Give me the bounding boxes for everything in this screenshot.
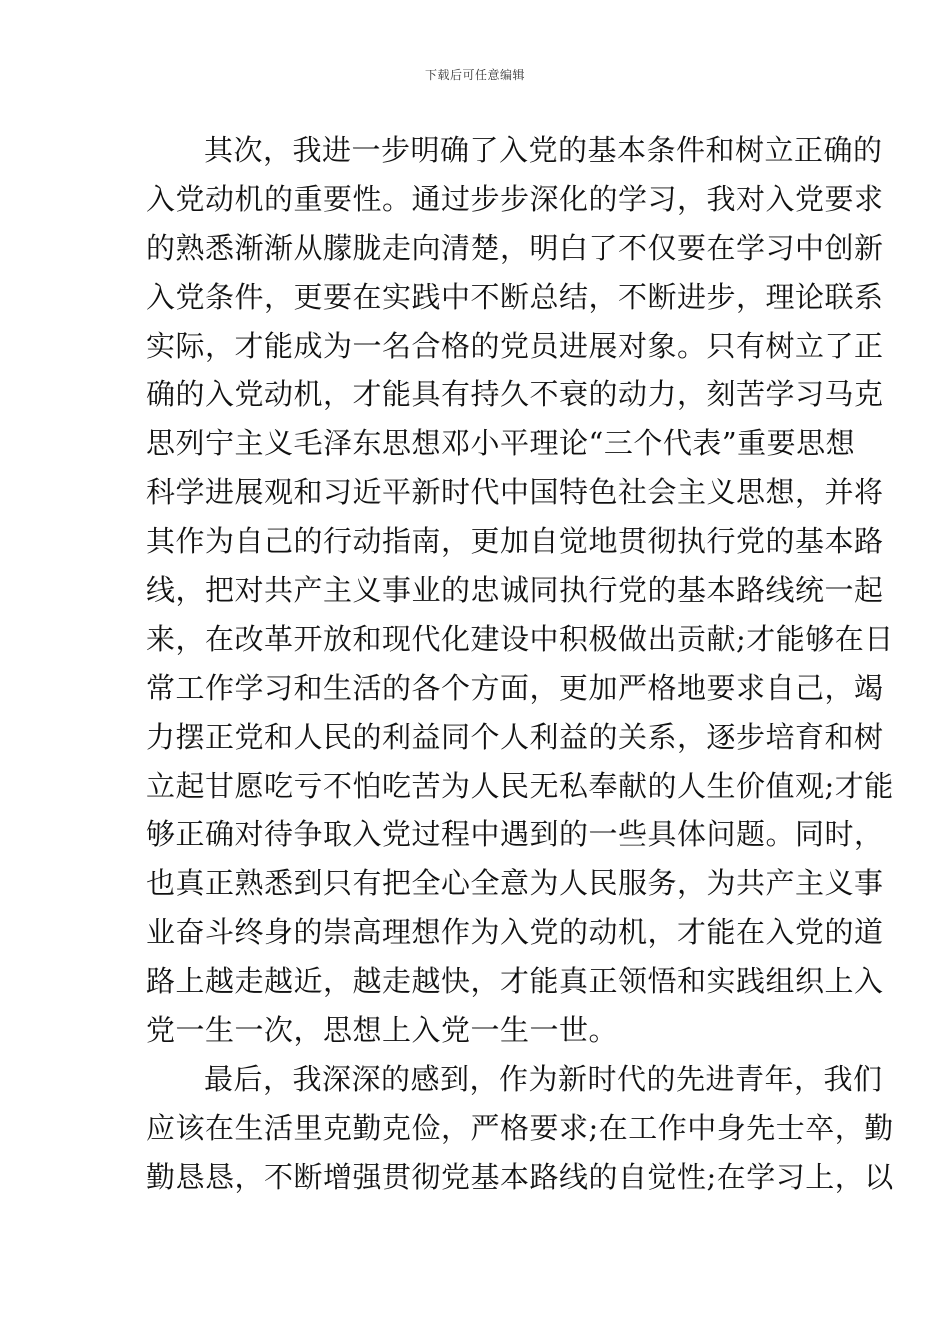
text-line: 入党动机的重要性。通过步步深化的学习，我对入党要求 [146,181,884,216]
text-line: 确的入党动机，才能具有持久不衰的动力，刻苦学习马克 [146,377,884,412]
text-line: 立起甘愿吃亏不怕吃苦为人民无私奉献的人生价值观;才能 [146,768,894,803]
page-header: 下载后可任意编辑 [424,68,525,82]
text-line: 的熟悉渐渐从朦胧走向清楚，明白了不仅要在学习中创新 [146,230,884,265]
text-line: 入党条件，更要在实践中不断总结，不断进步，理论联系 [146,279,884,314]
text-line: 实际，才能成为一名合格的党员进展对象。只有树立了正 [146,328,884,363]
text-line: 思列宁主义毛泽东思想邓小平理论“三个代表”重要思想 [146,426,856,461]
text-line: 勤恳恳，不断增强贯彻党基本路线的自觉性;在学习上，以 [146,1159,894,1194]
text-line: 应该在生活里克勤克俭，严格要求;在工作中身先士卒，勤 [146,1110,894,1145]
text-line: 来，在改革开放和现代化建设中积极做出贡献;才能够在日 [146,621,894,656]
text-line: 路上越走越近，越走越快，才能真正领悟和实践组织上入 [146,964,884,999]
text-line: 最后，我深深的感到，作为新时代的先进青年，我们 [204,1061,883,1096]
text-line: 其次，我进一步明确了入党的基本条件和树立正确的 [204,133,883,167]
text-line: 党一生一次，思想上入党一生一世。 [146,1013,619,1048]
text-line: 也真正熟悉到只有把全心全意为人民服务，为共产主义事 [146,866,884,901]
text-line: 够正确对待争取入党过程中遇到的一些具体问题。同时， [146,817,884,852]
text-line: 其作为自己的行动指南，更加自觉地贯彻执行党的基本路 [146,524,884,559]
text-line: 科学进展观和习近平新时代中国特色社会主义思想，并将 [146,475,884,510]
text-line: 线，把对共产主义事业的忠诚同执行党的基本路线统一起 [146,573,884,608]
text-line: 常工作学习和生活的各个方面，更加严格地要求自己，竭 [146,670,884,705]
text-line: 力摆正党和人民的利益同个人利益的关系，逐步培育和树 [146,719,884,754]
document-body [146,126,894,1202]
text-line: 业奋斗终身的崇高理想作为入党的动机，才能在入党的道 [146,915,884,950]
